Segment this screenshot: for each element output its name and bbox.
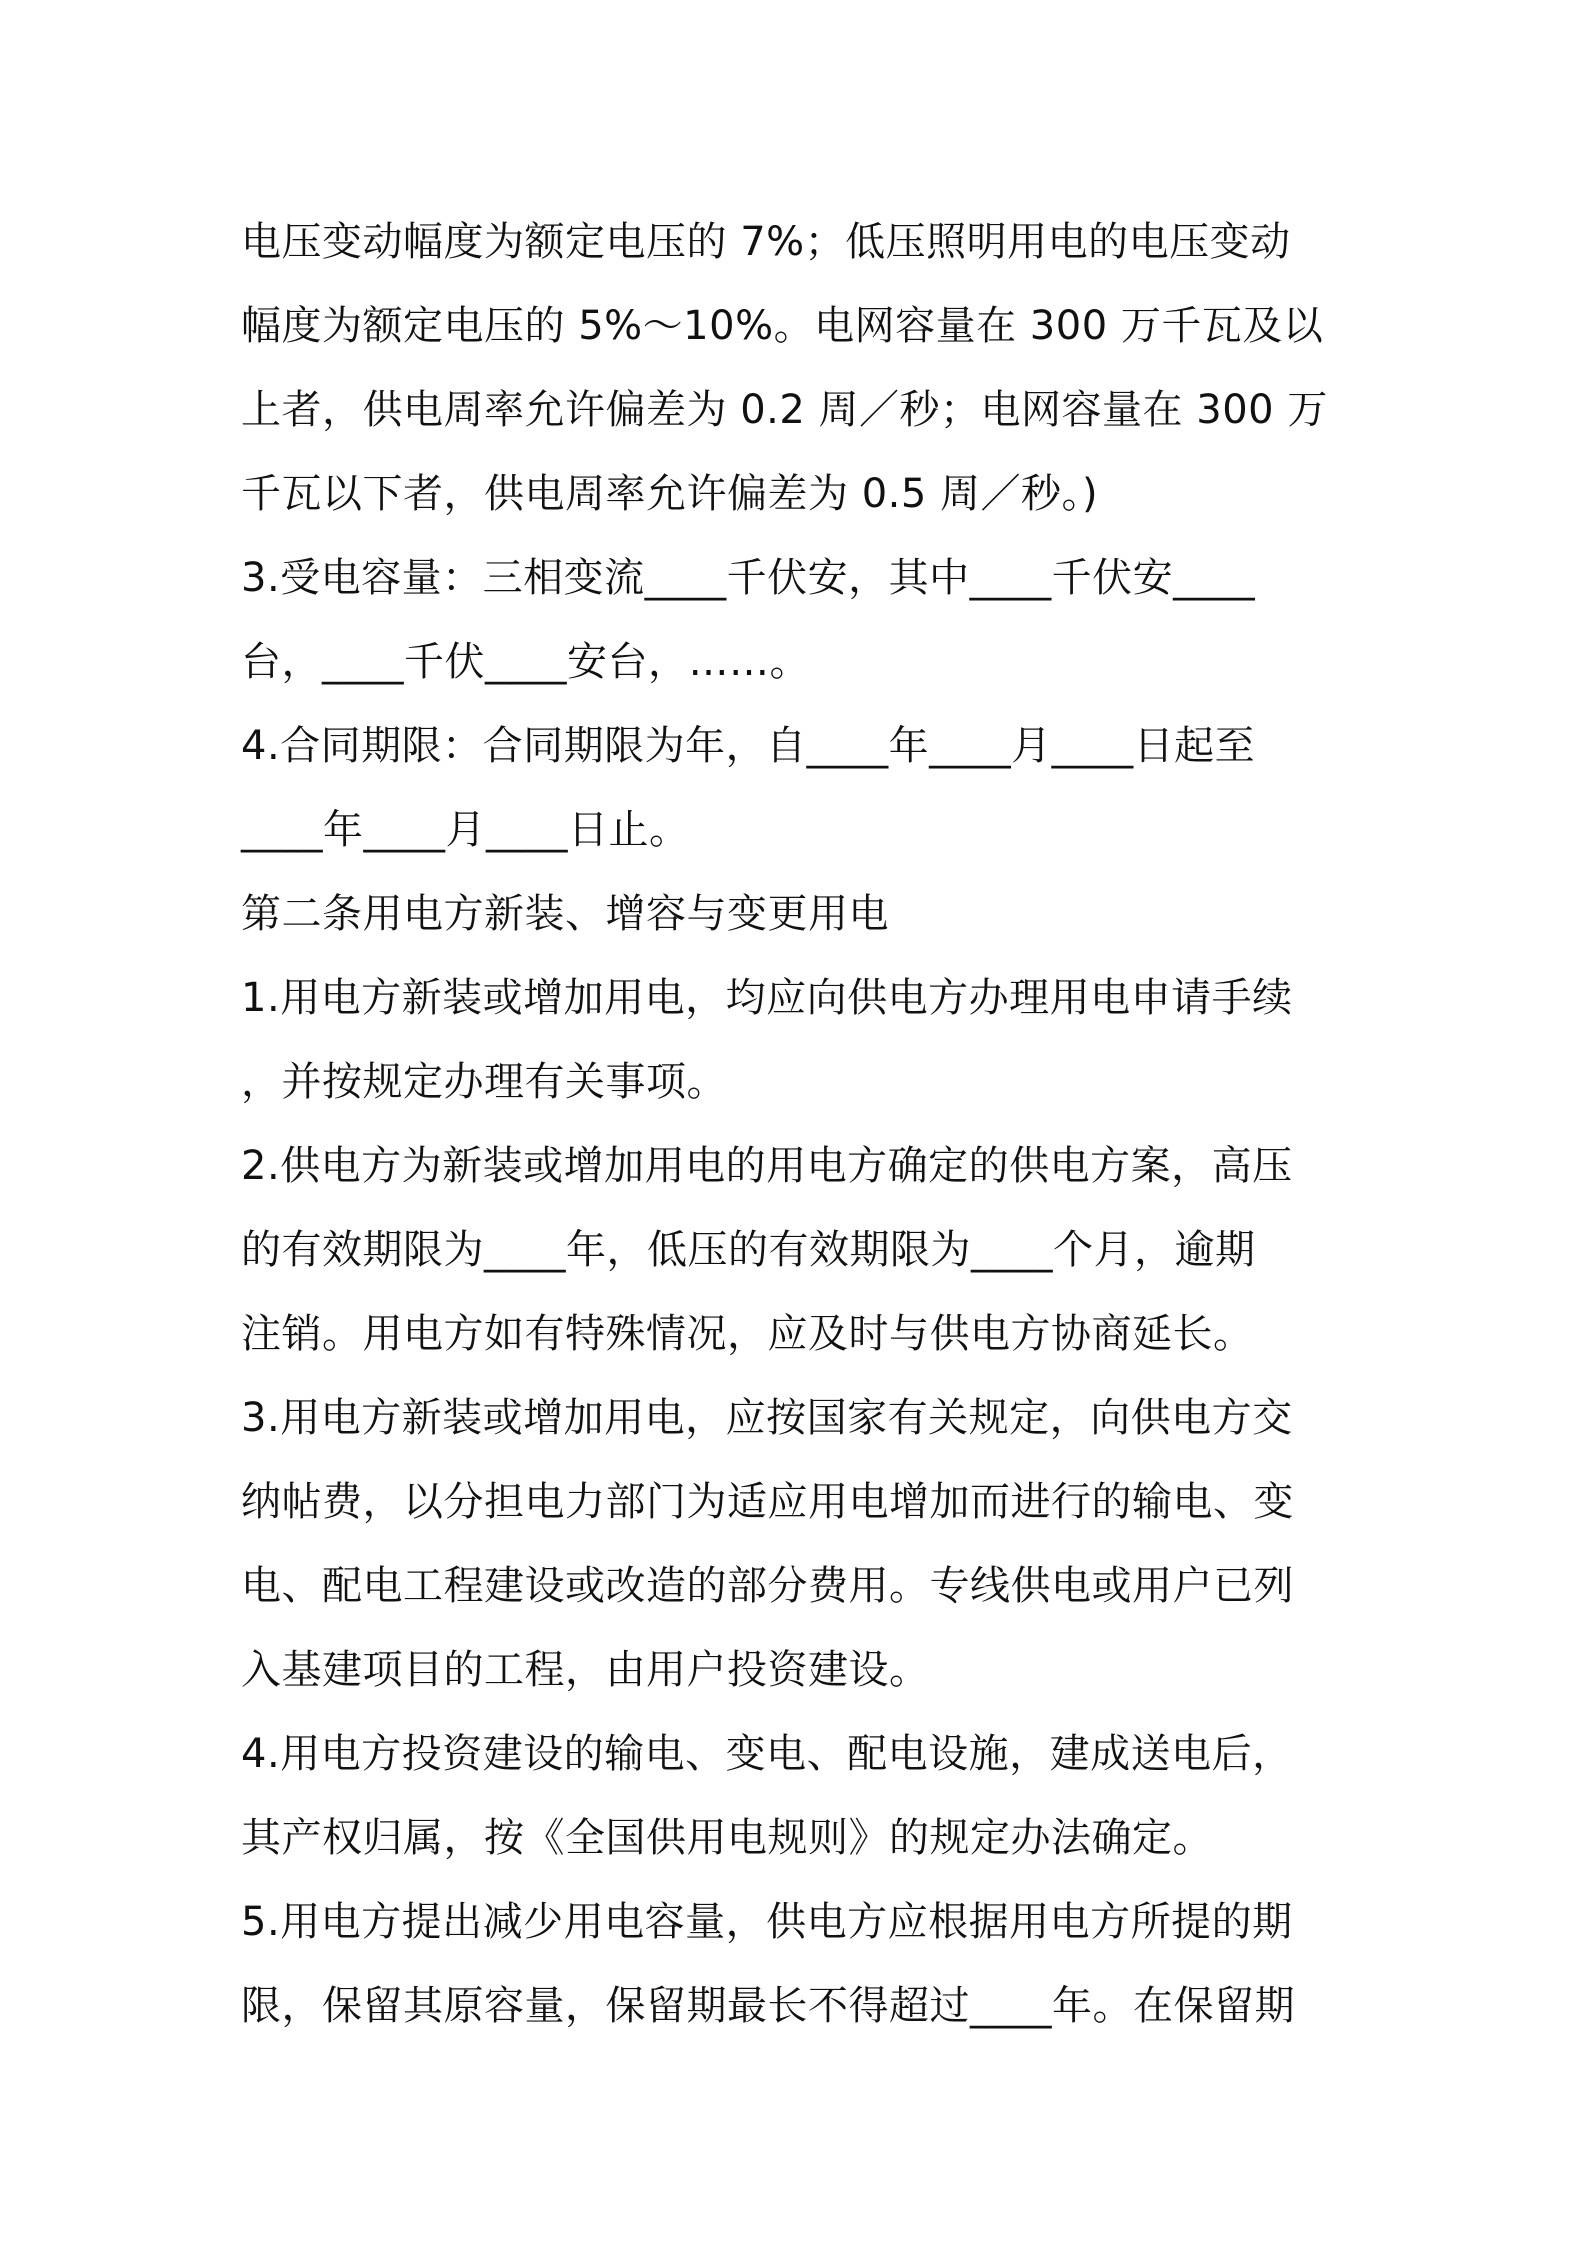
text-line: 其产权归属，按《全国供用电规则》的规定办法确定。: [241, 1815, 1213, 1861]
text-line: 幅度为额定电压的 5%～10%。电网容量在 300 万千瓦及以: [241, 303, 1324, 349]
text-line: 2.供电方为新装或增加用电的用电方确定的供电方案，高压: [241, 1143, 1293, 1189]
text-line: 入基建项目的工程，由用户投资建设。: [241, 1647, 930, 1693]
text-line: 上者，供电周率允许偏差为 0.2 周／秒；电网容量在 300 万: [241, 387, 1328, 433]
document-body: [241, 200, 1361, 2048]
text-line: 4.用电方投资建设的输电、变电、配电设施，建成送电后，: [241, 1731, 1293, 1777]
text-line: 4.合同期限：合同期限为年，自____年____月____日起至: [241, 723, 1256, 769]
text-line: ____年____月____日止。: [241, 807, 690, 853]
text-line: 纳帖费，以分担电力部门为适应用电增加而进行的输电、变: [241, 1479, 1294, 1525]
text-line: 5.用电方提出减少用电容量，供电方应根据用电方所提的期: [241, 1899, 1293, 1945]
text-line: 的有效期限为____年，低压的有效期限为____个月，逾期: [241, 1227, 1256, 1273]
section-heading: 第二条用电方新装、增容与变更用电: [241, 891, 889, 937]
text-line: ，并按规定办理有关事项。: [241, 1059, 727, 1105]
text-line: 电压变动幅度为额定电压的 7%；低压照明用电的电压变动: [241, 219, 1291, 265]
text-line: 3.用电方新装或增加用电，应按国家有关规定，向供电方交: [241, 1395, 1293, 1441]
text-line: 限，保留其原容量，保留期最长不得超过____年。在保留期: [241, 1983, 1295, 2029]
text-line: 1.用电方新装或增加用电，均应向供电方办理用电申请手续: [241, 975, 1293, 1021]
text-line: 3.受电容量：三相变流____千伏安，其中____千伏安____: [241, 555, 1256, 601]
text-line: 千瓦以下者，供电周率允许偏差为 0.5 周／秒。): [241, 471, 1099, 517]
text-line: 电、配电工程建设或改造的部分费用。专线供电或用户已列: [241, 1563, 1294, 1609]
text-line: 注销。用电方如有特殊情况，应及时与供电方协商延长。: [241, 1311, 1254, 1357]
text-line: 台，____千伏____安台，……。: [241, 639, 810, 685]
